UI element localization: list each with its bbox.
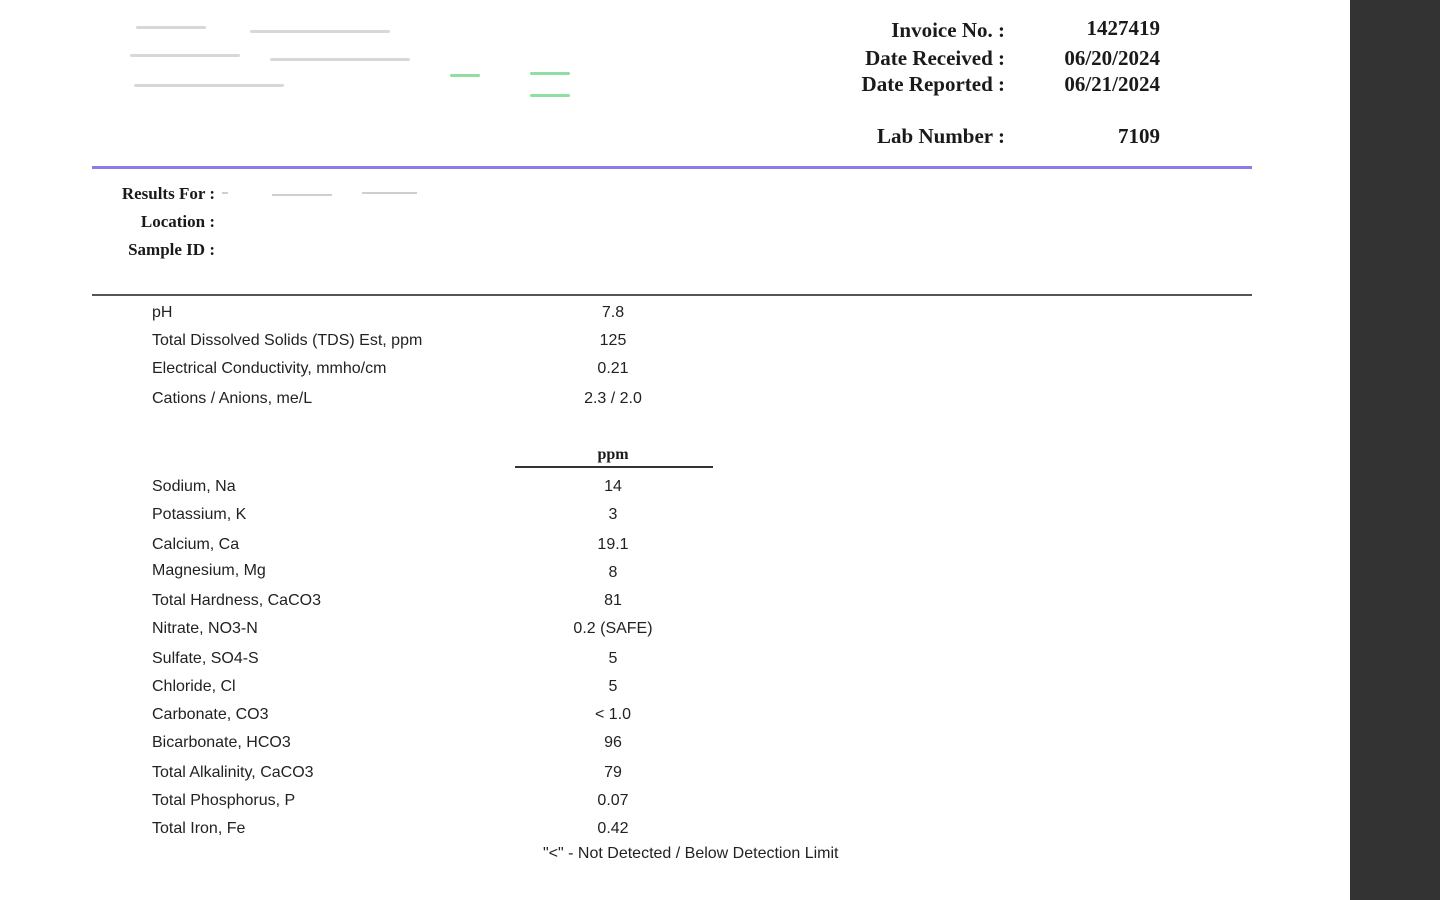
date-reported-label: Date Reported : bbox=[861, 72, 1005, 96]
ion-value: 0.42 bbox=[597, 820, 629, 837]
results-for-label: Results For : bbox=[121, 184, 215, 203]
ion-value: 19.1 bbox=[597, 536, 629, 553]
ion-label: Total Iron, Fe bbox=[152, 820, 246, 837]
ion-value: 79 bbox=[604, 764, 622, 781]
ion-label: Magnesium, Mg bbox=[152, 562, 266, 579]
ppm-header-underline bbox=[515, 466, 713, 468]
ion-label: Nitrate, NO3-N bbox=[152, 620, 258, 637]
ion-value: 0.07 bbox=[597, 792, 629, 809]
sample-id-label: Sample ID : bbox=[128, 240, 215, 259]
ion-value: 14 bbox=[604, 478, 622, 495]
ion-label: Sulfate, SO4-S bbox=[152, 650, 259, 667]
ion-value: 96 bbox=[604, 734, 622, 751]
detection-limit-footnote: "<" - Not Detected / Below Detection Limit bbox=[543, 845, 839, 862]
ion-value: 5 bbox=[608, 650, 618, 667]
date-received-label: Date Received : bbox=[865, 46, 1005, 70]
ion-value: 8 bbox=[608, 564, 618, 581]
redacted-company-info bbox=[130, 18, 590, 108]
redacted-results-for bbox=[222, 188, 422, 198]
ion-label: Bicarbonate, HCO3 bbox=[152, 734, 291, 751]
ion-label: Sodium, Na bbox=[152, 478, 236, 495]
ion-label: Total Hardness, CaCO3 bbox=[152, 592, 321, 609]
viewer-side-panel bbox=[1350, 0, 1440, 900]
result-value: 0.21 bbox=[597, 360, 629, 377]
ion-value: < 1.0 bbox=[594, 706, 632, 723]
ion-label: Calcium, Ca bbox=[152, 536, 240, 553]
result-label: Electrical Conductivity, mmho/cm bbox=[152, 360, 387, 377]
ion-value: 0.2 (SAFE) bbox=[573, 620, 653, 637]
ppm-column-header: ppm bbox=[597, 446, 629, 463]
lab-number-value: 7109 bbox=[1118, 124, 1160, 148]
result-value: 2.3 / 2.0 bbox=[584, 390, 642, 407]
date-reported-value: 06/21/2024 bbox=[1064, 72, 1160, 96]
result-value: 125 bbox=[599, 332, 627, 349]
results-divider bbox=[92, 294, 1252, 296]
ion-label: Total Phosphorus, P bbox=[152, 792, 296, 809]
invoice-value: 1427419 bbox=[1086, 16, 1160, 40]
ion-label: Chloride, Cl bbox=[152, 678, 236, 695]
invoice-label: Invoice No. : bbox=[891, 18, 1005, 42]
date-received-value: 06/20/2024 bbox=[1064, 46, 1160, 70]
result-label: pH bbox=[152, 304, 173, 321]
ion-value: 3 bbox=[608, 506, 618, 523]
result-label: Cations / Anions, me/L bbox=[152, 390, 313, 407]
ion-label: Total Alkalinity, CaCO3 bbox=[152, 764, 314, 781]
ion-value: 5 bbox=[608, 678, 618, 695]
ion-value: 81 bbox=[604, 592, 622, 609]
ion-label: Potassium, K bbox=[152, 506, 247, 523]
header-divider bbox=[92, 166, 1252, 169]
result-value: 7.8 bbox=[601, 304, 625, 321]
location-label: Location : bbox=[140, 212, 215, 231]
ion-label: Carbonate, CO3 bbox=[152, 706, 269, 723]
result-label: Total Dissolved Solids (TDS) Est, ppm bbox=[152, 332, 423, 349]
lab-number-label: Lab Number : bbox=[877, 124, 1005, 148]
